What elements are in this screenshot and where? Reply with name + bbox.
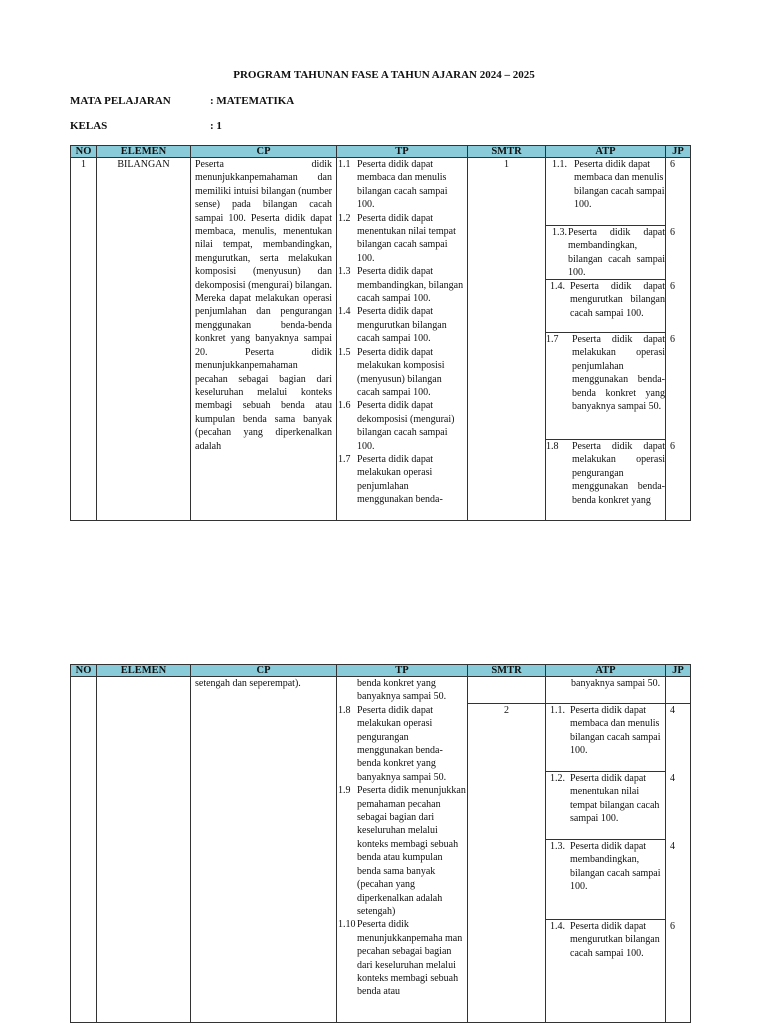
subject-value: : MATEMATIKA (210, 95, 295, 107)
header-cp: CP (191, 665, 337, 677)
tp-number: 1.6 (338, 400, 351, 412)
tp-number: 1.10 (338, 919, 356, 931)
atp-number: 1.1. (550, 705, 565, 717)
table-header-row (71, 665, 691, 677)
jp-cell (666, 158, 691, 521)
atp-block (546, 920, 665, 1021)
page-title: PROGRAM TAHUNAN FASE A TAHUN AJARAN 2024 – 2025 (233, 69, 535, 81)
row-no: 1 (71, 158, 97, 521)
header-tp: TP (337, 146, 468, 158)
list-item (338, 265, 466, 305)
list-item (338, 346, 466, 400)
atp-number: 1.1. (552, 159, 567, 170)
tp-list (338, 677, 466, 1022)
tp-text: Peserta didik dapat melakukan komposisi (menyusun) bilangan cacah sampai 100. (357, 346, 445, 398)
cp-cell (191, 677, 337, 1023)
list-item (547, 677, 664, 690)
tp-text: Peserta didik dapat melakukan operasi penjumlahan menggunakan benda- (357, 453, 443, 506)
list-item (338, 704, 466, 784)
atp-number: 1.3. (552, 227, 567, 238)
list-item (338, 918, 466, 998)
tp-text: Peserta didik dapat menentukan nilai tempat bilangan cacah sampai 100. (357, 212, 456, 264)
row-smtr: 2 (468, 704, 546, 1023)
jp-value: 6 (670, 921, 675, 933)
row-smtr: 1 (468, 158, 546, 521)
table-header-row (71, 146, 691, 158)
cp-text: setengah dan seperempat). (195, 678, 301, 689)
jp-value: 6 (670, 441, 675, 452)
atp-text: banyaknya sampai 50. (571, 678, 661, 689)
list-item (546, 704, 665, 758)
program-table-1 (70, 145, 691, 521)
atp-text: Peserta didik dapat menentukan nilai tempat bilangan cacah sampai 100. (570, 773, 660, 825)
tp-number: 1.4 (338, 306, 351, 318)
jp-cell-cont (666, 677, 691, 704)
header-smtr: SMTR (468, 665, 546, 677)
atp-cell-cont (546, 677, 666, 704)
tp-text: Peserta didik menunjukkanpemaha man pecahan sebagai bagian dari keseluruhan melalui konteks membagi sebuah benda atau (357, 919, 463, 998)
jp-value: 4 (670, 841, 675, 853)
header-no: NO (71, 665, 97, 677)
list-item (338, 784, 466, 918)
atp-number: 1.4. (550, 921, 565, 933)
tp-number: 1.8 (338, 704, 351, 716)
table-row (71, 677, 691, 704)
atp-block (546, 158, 665, 226)
tp-text: Peserta didik dapat melakukan operasi pengurangan menggunakan benda-benda konkret yang banyaknya sampai 50. (357, 704, 447, 783)
tp-text: Peserta didik dapat membandingkan, bilangan cacah sampai 100. (357, 266, 464, 305)
tp-number: 1.3 (338, 266, 351, 278)
subject-label: MATA PELAJARAN (70, 95, 171, 107)
atp-text: Peserta didik dapat membaca dan menulis bilangan cacah sampai 100. (570, 705, 661, 757)
atp-block (546, 440, 665, 520)
header-atp: ATP (546, 146, 666, 158)
atp-number: 1.2. (550, 773, 565, 785)
row-smtr-prev (468, 677, 546, 704)
list-item (338, 677, 466, 704)
tp-list (338, 158, 466, 520)
header-no: NO (71, 146, 97, 158)
tp-text: Peserta didik dapat membaca dan menulis bilangan cacah sampai 100. (357, 159, 448, 211)
atp-block (546, 280, 665, 333)
class-label: KELAS (70, 120, 108, 132)
list-item (338, 158, 466, 212)
header-jp: JP (666, 665, 691, 677)
header-smtr: SMTR (468, 146, 546, 158)
atp-number: 1.4. (550, 281, 565, 292)
tp-number: 1.7 (338, 453, 351, 465)
program-table-2 (70, 664, 691, 1023)
atp-block (546, 226, 665, 280)
jp-value: 4 (670, 773, 675, 785)
list-item (338, 399, 466, 453)
tp-text: Peserta didik dapat mengurutkan bilangan cacah sampai 100. (357, 306, 447, 345)
tp-text: Peserta didik dapat dekomposisi (mengurai) bilangan cacah sampai 100. (357, 400, 455, 452)
list-item (546, 333, 665, 413)
atp-text: Peserta didik dapat melakukan operasi penjumlahan menggunakan benda-benda konkret yang banyaknya sampai 50. (572, 334, 665, 413)
list-item (338, 212, 466, 266)
jp-value: 6 (670, 334, 675, 345)
atp-block (546, 772, 665, 840)
row-no (71, 677, 97, 1023)
header-atp: ATP (546, 665, 666, 677)
tp-text: Peserta didik menunjukkan pemahaman pecahan sebagai bagian dari keseluruhan melalui konteks membagi sebuah benda atau kumpulan benda sama banyak (pecahan yang diperkenalkan adalah setengah) (357, 785, 466, 917)
atp-text: Peserta didik dapat mengurutkan bilangan cacah sampai 100. (570, 281, 665, 319)
atp-block (546, 840, 665, 920)
tp-cell (337, 158, 468, 521)
header-elemen: ELEMEN (97, 146, 191, 158)
table-row (71, 158, 691, 521)
row-elemen: BILANGAN (97, 158, 191, 521)
header-cp: CP (191, 146, 337, 158)
list-item (546, 226, 665, 280)
list-item (546, 840, 665, 894)
list-item (546, 158, 665, 212)
atp-number: 1.7 (546, 334, 559, 345)
tp-number: 1.2 (338, 212, 351, 224)
jp-value: 6 (670, 281, 675, 292)
cp-text: Peserta didik menunjukkanpemahaman dan memiliki intuisi bilangan (number sense) pada bilangan cacah sampai 100. Peserta didik dapat membaca, menulis, menentukan nilai tempat, membandingkan, mengurutkan, serta melakukan komposisi (menyusun) dan dekomposisi (mengurai) bilangan. Mereka dapat melakukan operasi penjumlahan dan pengurangan menggunakan benda-benda konkret yang banyaknya sampai 20. Peserta didik menunjukkanpemahaman pecahan sebagai bagian dari keseluruhan melalui konteks membagi sebuah benda atau kumpulan benda sama banyak (pecahan yang diperkenalkan adalah (195, 159, 332, 452)
tp-number: 1.9 (338, 785, 351, 797)
jp-cell (666, 704, 691, 1023)
row-elemen (97, 677, 191, 1023)
atp-text: Peserta didik dapat membandingkan, bilangan cacah sampai 100. (568, 227, 665, 279)
atp-text: Peserta didik dapat membandingkan, bilangan cacah sampai 100. (570, 841, 661, 893)
list-item (546, 920, 665, 960)
class-value: : 1 (210, 120, 222, 132)
atp-cell (546, 704, 666, 1023)
list-item (546, 280, 665, 320)
atp-block (546, 333, 665, 440)
jp-value: 6 (670, 159, 675, 170)
tp-text: benda konkret yang banyaknya sampai 50. (357, 678, 447, 703)
atp-number: 1.3. (550, 841, 565, 853)
tp-number: 1.5 (338, 346, 351, 358)
atp-cell (546, 158, 666, 521)
tp-number: 1.1 (338, 159, 351, 170)
cp-cell (191, 158, 337, 521)
list-item (338, 453, 466, 507)
jp-value: 6 (670, 227, 675, 238)
list-item (338, 305, 466, 345)
tp-cell (337, 677, 468, 1023)
list-item (546, 772, 665, 826)
atp-text: Peserta didik dapat mengurutkan bilangan cacah sampai 100. (570, 921, 660, 959)
list-item (546, 440, 665, 507)
header-jp: JP (666, 146, 691, 158)
atp-block (546, 704, 665, 772)
atp-number: 1.8 (546, 441, 559, 452)
jp-value: 4 (670, 705, 675, 717)
header-tp: TP (337, 665, 468, 677)
header-elemen: ELEMEN (97, 665, 191, 677)
atp-text: Peserta didik dapat membaca dan menulis bilangan cacah sampai 100. (574, 159, 665, 211)
atp-text: Peserta didik dapat melakukan operasi pengurangan menggunakan benda-benda konkret yang (572, 441, 665, 506)
